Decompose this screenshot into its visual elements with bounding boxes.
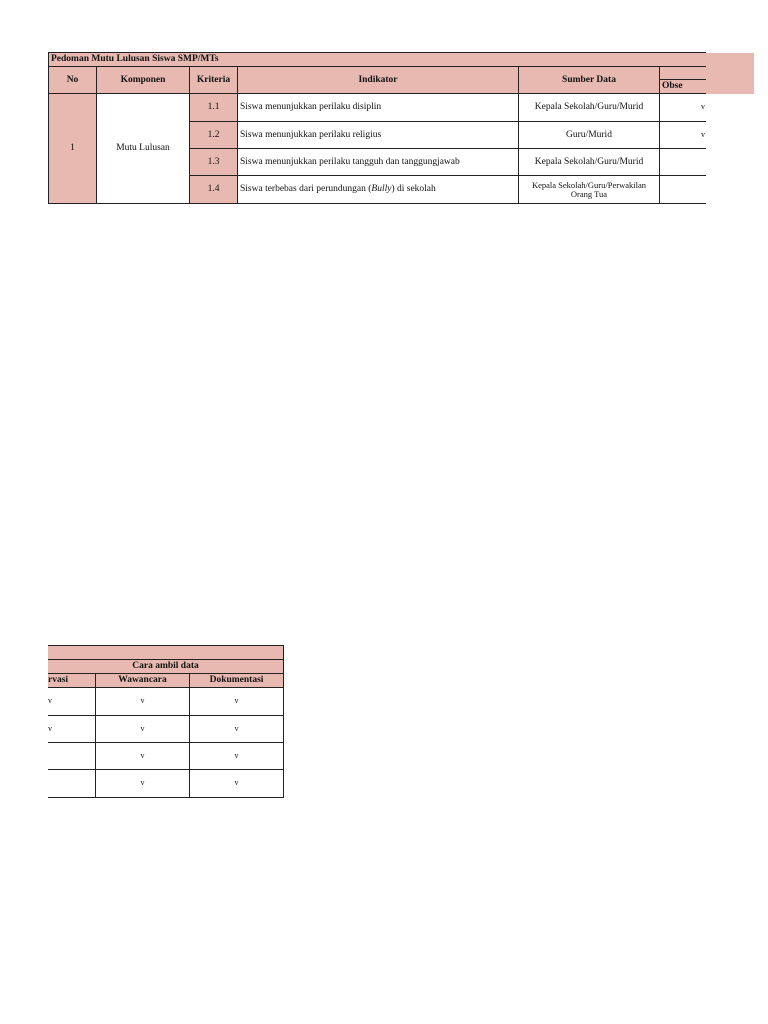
- row3-sumber: Kepala Sekolah/Guru/Murid: [519, 149, 660, 176]
- cont-cara-ambil-data: Cara ambil data: [48, 660, 284, 674]
- cont-row3-wawancara: v: [96, 743, 190, 770]
- row4-observasi: [660, 176, 706, 204]
- group-komponen: Mutu Lulusan: [97, 94, 190, 204]
- row4-indikator-italic: Bully: [371, 184, 392, 195]
- row1-sumber: Kepala Sekolah/Guru/Murid: [519, 94, 660, 122]
- cont-header-observasi: rvasi: [48, 674, 96, 688]
- cont-row3-dokumentasi: v: [190, 743, 284, 770]
- header-overflow-band: [706, 53, 754, 94]
- table-title: Pedoman Mutu Lulusan Siswa SMP/MTs: [49, 53, 706, 67]
- row3-indikator: Siswa menunjukkan perilaku tangguh dan tanggungjawab: [238, 149, 519, 176]
- row1-indikator: Siswa menunjukkan perilaku disiplin: [238, 94, 519, 122]
- cont-row1-wawancara: v: [96, 688, 190, 716]
- row3-observasi: [660, 149, 706, 176]
- cont-header-dokumentasi: Dokumentasi: [190, 674, 284, 688]
- row3-kriteria: 1.3: [190, 149, 238, 176]
- cont-row4-observasi: [48, 770, 96, 798]
- cont-row1-observasi: v: [48, 688, 96, 716]
- main-table: [0, 0, 768, 220]
- header-observasi: Obse: [660, 80, 706, 94]
- cont-row4-dokumentasi: v: [190, 770, 284, 798]
- continuation-table: [0, 630, 300, 810]
- header-no: No: [49, 67, 97, 94]
- row1-observasi: v: [660, 94, 706, 122]
- cont-row2-observasi: v: [48, 716, 96, 743]
- row2-sumber: Guru/Murid: [519, 122, 660, 149]
- row4-indikator-post: ) di sekolah: [391, 184, 436, 195]
- row2-indikator: Siswa menunjukkan perilaku religius: [238, 122, 519, 149]
- row2-kriteria: 1.2: [190, 122, 238, 149]
- header-kriteria: Kriteria: [190, 67, 238, 94]
- row4-indikator: [238, 176, 519, 204]
- group-no: 1: [49, 94, 97, 204]
- row4-sumber: Kepala Sekolah/Guru/Perwakilan Orang Tua: [519, 176, 660, 204]
- cont-row2-dokumentasi: v: [190, 716, 284, 743]
- header-komponen: Komponen: [97, 67, 190, 94]
- cont-header-wawancara: Wawancara: [96, 674, 190, 688]
- header-cara-ambil-blank: [660, 67, 706, 80]
- header-indikator: Indikator: [238, 67, 519, 94]
- header-sumber-data: Sumber Data: [519, 67, 660, 94]
- cont-row2-wawancara: v: [96, 716, 190, 743]
- row2-observasi: v: [660, 122, 706, 149]
- cont-row1-dokumentasi: v: [190, 688, 284, 716]
- row4-kriteria: 1.4: [190, 176, 238, 204]
- row1-kriteria: 1.1: [190, 94, 238, 122]
- cont-row4-wawancara: v: [96, 770, 190, 798]
- cont-title-band: [48, 646, 284, 660]
- row4-indikator-pre: Siswa terbebas dari perundungan (: [240, 184, 372, 195]
- cont-row3-observasi: [48, 743, 96, 770]
